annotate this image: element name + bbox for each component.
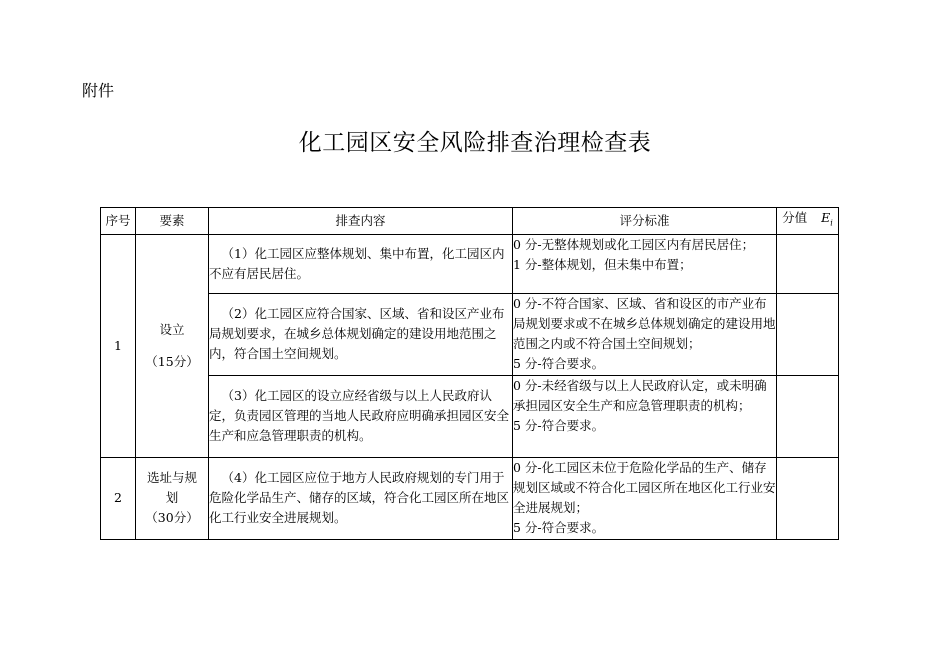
- criteria-cell: [513, 234, 777, 293]
- check-content: （4）化工园区应位于地方人民政府规划的专门用于危险化学品生产、储存的区域，符合化工园区所在地区化工行业安全进展规划。: [209, 457, 513, 539]
- criteria-line: 5 分-符合要求。: [513, 355, 605, 371]
- inspection-table: [100, 207, 839, 540]
- score-cell: [777, 375, 839, 457]
- header-score-label: 分值: [782, 210, 808, 225]
- element-points: （15分）: [145, 353, 199, 369]
- row-number: 1: [101, 234, 136, 457]
- document-title: 化工园区安全风险排查治理检查表: [298, 130, 652, 156]
- score-cell: [777, 293, 839, 375]
- table-row: [101, 293, 839, 375]
- header-no: 序号: [101, 208, 136, 235]
- criteria-line: 0 分-化工园区未位于危险化学品的生产、储存规划区域或不符合化工园区所在地区化工行业安全进展规划；: [513, 459, 776, 515]
- header-element: 要素: [136, 208, 209, 235]
- table-row: [101, 375, 839, 457]
- element-name-line: 选址与规: [146, 470, 197, 485]
- criteria-cell: [513, 375, 777, 457]
- element-name: 设立: [159, 321, 185, 337]
- check-content: （1）化工园区应整体规划、集中布置，化工园区内不应有居民居住。: [209, 234, 513, 293]
- criteria-line: 5 分-符合要求。: [513, 519, 605, 535]
- criteria-cell: [513, 457, 777, 539]
- criteria-line: 0 分-无整体规划或化工园区内有居民居住；: [513, 236, 755, 252]
- header-content: 排查内容: [209, 208, 513, 235]
- row-number: 2: [101, 457, 136, 539]
- element-points: （30分）: [145, 510, 199, 525]
- table-header-row: [101, 208, 839, 235]
- header-score-symbol: [821, 210, 833, 228]
- criteria-line: 0 分-不符合国家、区域、省和设区的市产业布局规划要求或不在城乡总体规划确定的建设用地范围之内或不符合国土空间规划；: [513, 295, 776, 351]
- element-name-line: 划: [165, 490, 179, 505]
- criteria-line: 5 分-符合要求。: [513, 417, 605, 433]
- score-symbol: E: [821, 210, 831, 225]
- criteria-line: 1 分-整体规划，但未集中布置；: [513, 256, 692, 272]
- header-criteria: 评分标准: [513, 208, 777, 235]
- header-score: [777, 208, 839, 235]
- element-cell: [136, 457, 209, 539]
- table-row: [101, 457, 839, 539]
- table-row: [101, 234, 839, 293]
- attachment-label: 附件: [82, 81, 115, 100]
- score-cell: [777, 457, 839, 539]
- score-subscript: i: [830, 218, 833, 228]
- element-cell: [136, 234, 209, 457]
- criteria-line: 0 分-未经省级与以上人民政府认定，或未明确承担园区安全生产和应急管理职责的机构；: [513, 377, 767, 413]
- check-content: （3）化工园区的设立应经省级与以上人民政府认定，负责园区管理的当地人民政府应明确承担园区安全生产和应急管理职责的机构。: [209, 375, 513, 457]
- score-cell: [777, 234, 839, 293]
- criteria-cell: [513, 293, 777, 375]
- check-content: （2）化工园区应符合国家、区域、省和设区产业布局规划要求，在城乡总体规划确定的建设用地范围之内，符合国土空间规划。: [209, 293, 513, 375]
